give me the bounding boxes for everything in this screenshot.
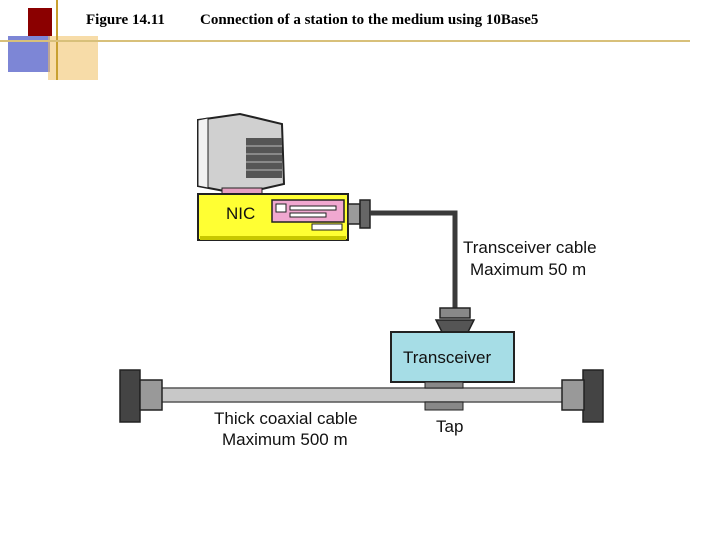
coax-label: Thick coaxial cable <box>214 409 358 428</box>
figure-title: Connection of a station to the medium using 10Base5 <box>200 12 539 28</box>
transceiver-cable-label: Transceiver cable <box>463 238 597 257</box>
coaxial-cable <box>120 370 603 422</box>
transceiver-cable <box>370 213 455 308</box>
computer-base <box>198 194 348 240</box>
nic-label: NIC <box>226 204 256 223</box>
transceiver-cable-max: Maximum 50 m <box>470 260 587 279</box>
figure-number: Figure 14.11 <box>86 12 165 28</box>
transceiver-connector <box>436 308 474 332</box>
transceiver-label: Transceiver <box>403 348 492 367</box>
monitor-icon <box>198 114 284 194</box>
aui-connector <box>348 200 370 228</box>
transceiver-box <box>391 332 514 382</box>
tap-label: Tap <box>436 417 464 436</box>
coax-max: Maximum 500 m <box>222 430 348 449</box>
